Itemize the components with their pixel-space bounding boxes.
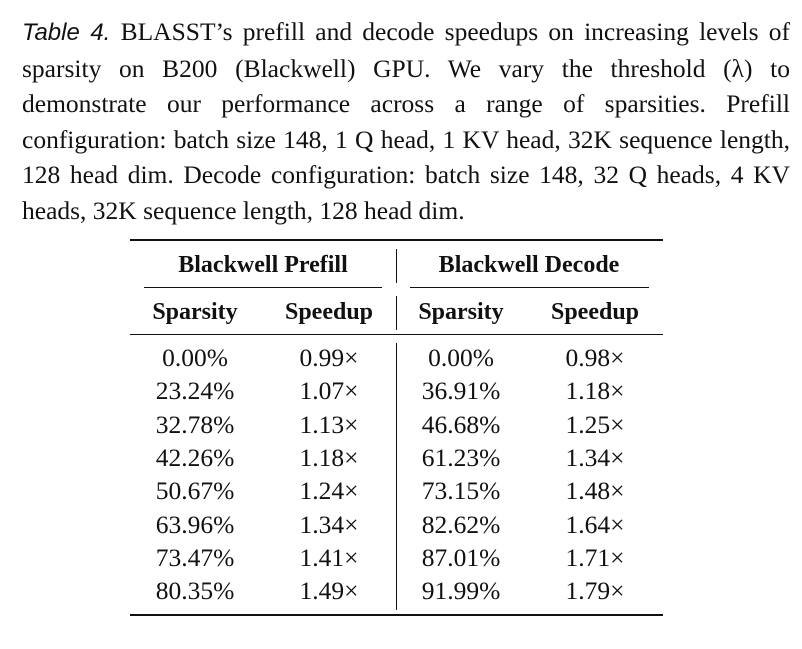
column-header-decode-sparsity: Sparsity — [418, 299, 504, 325]
decode-sparsity-cell: 0.00% — [428, 343, 494, 372]
decode-sparsity-cell: 82.62% — [421, 509, 501, 539]
decode-sparsity-cell: 73.15% — [421, 476, 501, 506]
table-caption — [22, 14, 790, 228]
column-header-prefill-speedup: Speedup — [284, 299, 374, 325]
column-header-prefill-sparsity: Sparsity — [152, 299, 238, 325]
decode-sparsity-cell: 87.01% — [421, 542, 501, 572]
prefill-speedup-cell: 1.49× — [299, 576, 359, 606]
table-bottom-rule — [130, 614, 663, 616]
decode-sparsity-cell: 46.68% — [421, 409, 501, 439]
decode-sparsity-cell: 91.99% — [421, 576, 501, 606]
column-header-decode-speedup: Speedup — [550, 299, 640, 325]
group-header-decode: Blackwell Decode — [438, 252, 620, 278]
prefill-sparsity-cell: 42.26% — [155, 442, 235, 472]
group-divider-header — [396, 249, 397, 283]
decode-sparsity-cell: 36.91% — [421, 376, 501, 406]
group-divider-columns — [396, 296, 397, 330]
prefill-sparsity-cell: 50.67% — [155, 476, 235, 506]
prefill-sparsity-cell: 73.47% — [155, 542, 235, 572]
table-top-rule — [130, 239, 663, 241]
prefill-speedup-cell: 1.13× — [299, 409, 359, 439]
prefill-speedup-cell: 1.07× — [299, 376, 359, 406]
decode-speedup-cell: 1.71× — [565, 542, 625, 572]
prefill-speedup-cell: 1.24× — [299, 476, 359, 506]
prefill-sparsity-cell: 32.78% — [155, 409, 235, 439]
decode-group-underline — [410, 287, 649, 288]
prefill-sparsity-cell: 0.00% — [162, 343, 228, 372]
prefill-group-underline — [144, 287, 382, 288]
decode-sparsity-cell: 61.23% — [421, 442, 501, 472]
prefill-speedup-cell: 1.18× — [299, 442, 359, 472]
decode-speedup-cell: 1.48× — [565, 476, 625, 506]
decode-speedup-cell: 1.79× — [565, 576, 625, 606]
prefill-speedup-cell: 1.34× — [299, 509, 359, 539]
prefill-sparsity-cell: 63.96% — [155, 509, 235, 539]
prefill-sparsity-cell: 80.35% — [155, 576, 235, 606]
table-caption-label: Table 4. — [22, 19, 111, 46]
prefill-sparsity-cell: 23.24% — [155, 376, 235, 406]
decode-speedup-cell: 1.64× — [565, 509, 625, 539]
header-separator-rule — [130, 334, 663, 335]
decode-speedup-cell: 1.34× — [565, 442, 625, 472]
table-caption-text: BLASST’s prefill and decode speedups on increasing levels of sparsity on B200 (Blackwell) GPU. We vary the threshold (λ) to demonstrate our performance across a range of sparsities. Prefill configuration: batch size 148, 1 Q head, 1 KV head, 32K sequence length, 128 head dim. Decode configuration: batch size 148, 32 Q heads, 4 KV heads, 32K sequence length, 128 head dim. — [22, 17, 791, 225]
prefill-speedup-cell: 0.99× — [299, 343, 359, 372]
prefill-speedup-cell: 1.41× — [299, 542, 359, 572]
decode-speedup-cell: 0.98× — [565, 343, 625, 372]
decode-speedup-cell: 1.25× — [565, 409, 625, 439]
decode-speedup-cell: 1.18× — [565, 376, 625, 406]
group-header-prefill: Blackwell Prefill — [178, 252, 348, 278]
group-divider-body — [396, 343, 397, 610]
